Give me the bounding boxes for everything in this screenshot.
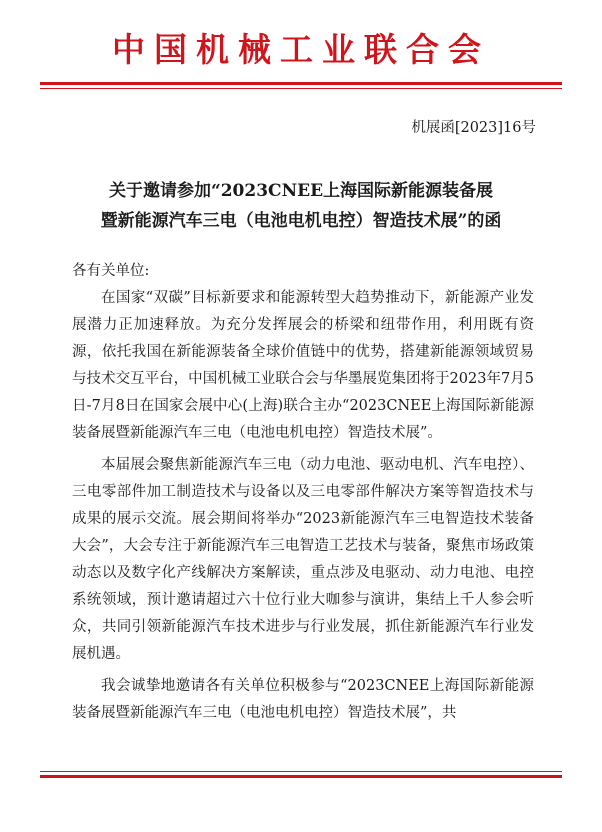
footer-rule-thick <box>40 775 562 778</box>
letter-title-line-2: 暨新能源汽车三电（电池电机电控）智造技术展”的函 <box>100 211 502 231</box>
letterhead-rule-thin <box>40 88 562 89</box>
letter-body <box>72 258 534 727</box>
paragraph-2: 本届展会聚焦新能源汽车三电（动力电池、驱动电机、汽车电控）、三电零部件加工制造技术与设备以及三电零部件解决方案等智造技术与成果的展示交流。展会期间将举办“2023新能源汽车三电智造技术装备大会”，大会专注于新能源汽车三电智造工艺技术与装备，聚焦市场政策动态以及数字化产线解决方案解读，重点涉及电驱动、动力电池、电控系统领域，预计邀请超过六十位行业大咖参与演讲，集结上千人参会听众，共同引领新能源汽车技术进步与行业发展，抓住新能源汽车行业发展机遇。 <box>72 457 534 662</box>
document-number: 机展函[2023]16号 <box>411 120 536 136</box>
letterhead-rule-thick <box>40 82 562 85</box>
letter-title <box>40 176 562 236</box>
salutation: 各有关单位: <box>72 263 150 279</box>
footer-rule-thin <box>40 771 562 772</box>
paragraph-1: 在国家“双碳”目标新要求和能源转型大趋势推动下，新能源产业发展潜力正加速释放。为充分发挥展会的桥梁和纽带作用，利用既有资源，依托我国在新能源装备全球价值链中的优势，搭建新能源领域贸易与技术交互平台，中国机械工业联合会与华墨展览集团将于2023年7月5日-7月8日在国家会展中心(上海)联合主办“2023CNEE上海国际新能源装备展暨新能源汽车三电（电池电机电控）智造技术展”。 <box>72 290 534 441</box>
paragraph-3: 我会诚挚地邀请各有关单位积极参与“2023CNEE上海国际新能源装备展暨新能源汽车三电（电池电机电控）智造技术展”，共 <box>72 678 534 721</box>
letterhead-organization: 中国机械工业联合会 <box>112 30 490 69</box>
letter-title-line-1: 关于邀请参加“2023CNEE上海国际新能源装备展 <box>108 181 494 201</box>
